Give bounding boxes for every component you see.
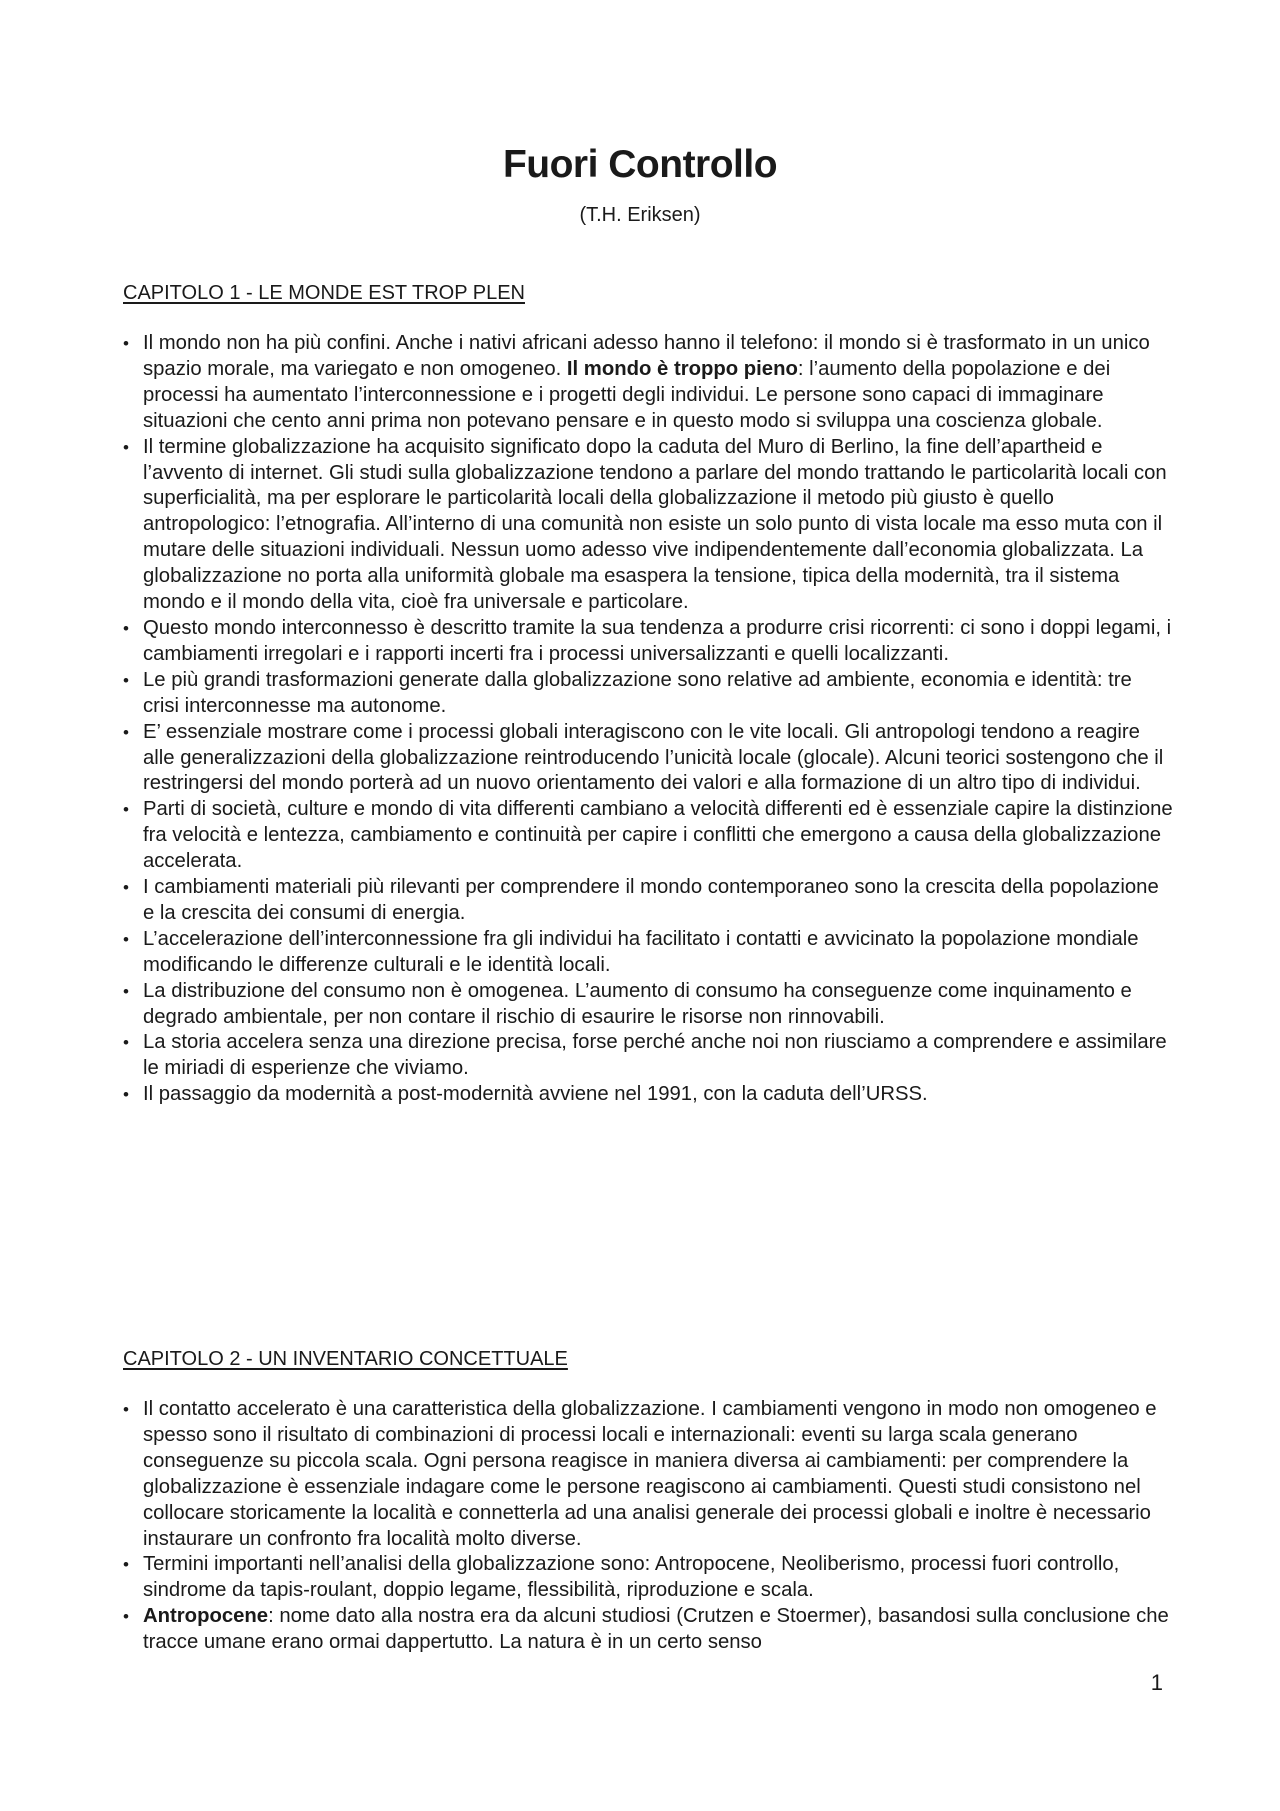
bullet-text: L’accelerazione dell’interconnessione fra gli individui ha facilitato i contatti e avvicinato la popolazione mondiale modificando le differenze culturali e le identità locali. xyxy=(143,927,1139,976)
bullet-text: La storia accelera senza una direzione precisa, forse perché anche noi non riusciamo a comprendere e assimilare le miriadi di esperienze che viviamo. xyxy=(143,1031,1167,1080)
list-item xyxy=(123,927,1173,979)
bullet-text: Le più grandi trasformazioni generate dalla globalizzazione sono relative ad ambiente, economia e identità: tre crisi interconnesse ma autonome. xyxy=(143,668,1132,717)
bullet-text: Il contatto accelerato è una caratteristica della globalizzazione. I cambiamenti vengono in modo non omogeneo e spesso sono il risultato di combinazioni di processi locali e internazionali: eventi su larga scala generano conseguenze su piccola scala. Ogni persona reagisce in maniera diversa ai cambiamenti: per comprendere la globalizzazione è essenziale indagare come le persone reagiscono ai cambiamenti. Questi studi consistono nel collocare storicamente la località e connetterla ad una analisi generale dei processi globali e inoltre è necessario instaurare un confronto fra località molto diverse. xyxy=(143,1398,1157,1550)
bullet-list xyxy=(123,1397,1173,1656)
bullet-text: Il passaggio da modernità a post-modernità avviene nel 1991, con la caduta dell’URSS. xyxy=(143,1083,928,1106)
list-item xyxy=(123,797,1173,875)
chapter-2-section xyxy=(123,1346,1173,1656)
list-item xyxy=(123,1082,1173,1108)
chapter-heading: CAPITOLO 1 - LE MONDE EST TROP PLEN xyxy=(123,282,525,304)
bullet-text: Il mondo non ha più confini. Anche i nativi africani adesso hanno il telefono: il mondo si è trasformato in un unico spazio morale, ma variegato e non omogeneo. xyxy=(143,332,1150,380)
list-item xyxy=(123,720,1173,798)
bullet-text: Termini importanti nell’analisi della globalizzazione sono: Antropocene, Neoliberismo, processi fuori controllo, sindrome da tapis-roulant, doppio legame, flessibilità, riproduzione e scala. xyxy=(143,1553,1120,1602)
list-item xyxy=(123,1030,1173,1082)
list-item xyxy=(123,616,1173,668)
bullet-text: Parti di società, culture e mondo di vita differenti cambiano a velocità differenti ed è essenziale capire la distinzione fra velocità e lentezza, cambiamento e continuità per capire i conflitti che emergono a causa della globalizzazione accelerata. xyxy=(143,798,1173,873)
list-item xyxy=(123,979,1173,1031)
list-item xyxy=(123,668,1173,720)
document-author: (T.H. Eriksen) xyxy=(579,204,701,226)
bullet-list xyxy=(123,331,1173,1108)
bullet-text: : nome dato alla nostra era da alcuni studiosi (Crutzen e Stoermer), basandosi sulla conclusione che tracce umane erano ormai dappertutto. La natura è in un certo senso xyxy=(143,1605,1169,1654)
chapter-heading: CAPITOLO 2 - UN INVENTARIO CONCETTUALE xyxy=(123,1348,568,1370)
list-item xyxy=(123,875,1173,927)
bullet-bold-text: Antropocene xyxy=(143,1605,269,1628)
page-number: 1 xyxy=(1150,1670,1163,1695)
list-item xyxy=(123,1397,1173,1552)
bullet-text: Questo mondo interconnesso è descritto tramite la sua tendenza a produrre crisi ricorrenti: ci sono i doppi legami, i cambiamenti irregolari e i rapporti incerti fra i processi universalizzanti e quelli localizzanti. xyxy=(143,616,1172,665)
list-item xyxy=(123,1604,1173,1656)
bullet-text: Il termine globalizzazione ha acquisito significato dopo la caduta del Muro di Berlino, la fine dell’apartheid e l’avvento di internet. Gli studi sulla globalizzazione tendono a parlare del mondo trattando le particolarità locali con superficialità, ma per esplorare le particolarità locali della globalizzazione il metodo più giusto è quello antropologico: l’etnografia. All’interno di una comunità non esiste un solo punto di vista locale ma esso muta con il mutare delle situazioni individuali. Nessun uomo adesso vive indipendentemente dall’economia globalizzata. La globalizzazione no porta alla uniformità globale ma esaspera la tensione, tipica della modernità, tra il sistema mondo e il mondo della vita, cioè fra universale e particolare. xyxy=(143,435,1167,614)
chapter-1-section xyxy=(123,280,1173,1108)
bullet-text: : l’aumento della popolazione e dei processi ha aumentato l’interconnessione e i progetti degli individui. Le persone sono capaci di immaginare situazioni che cento anni prima non potevano pensare e in questo modo si sviluppa una coscienza globale. xyxy=(143,357,1111,432)
list-item xyxy=(123,435,1173,616)
bullet-bold-text: Il mondo è troppo pieno xyxy=(566,357,798,380)
document-title: Fuori Controllo xyxy=(502,143,778,186)
list-item xyxy=(123,331,1173,435)
bullet-text: I cambiamenti materiali più rilevanti per comprendere il mondo contemporaneo sono la crescita della popolazione e la crescita dei consumi di energia. xyxy=(143,876,1159,924)
list-item xyxy=(123,1552,1173,1604)
bullet-text: La distribuzione del consumo non è omogenea. L’aumento di consumo ha conseguenze come inquinamento e degrado ambientale, per non contare il rischio di esaurire le risorse non rinnovabili. xyxy=(143,979,1132,1028)
bullet-text: E’ essenziale mostrare come i processi globali interagiscono con le vite locali. Gli antropologi tendono a reagire alle generalizzazioni della globalizzazione reintroducendo l’unicità locale (glocale). Alcuni teorici sostengono che il restringersi del mondo porterà ad un nuovo orientamento dei valori e alla formazione di un altro tipo di individui. xyxy=(143,720,1164,795)
